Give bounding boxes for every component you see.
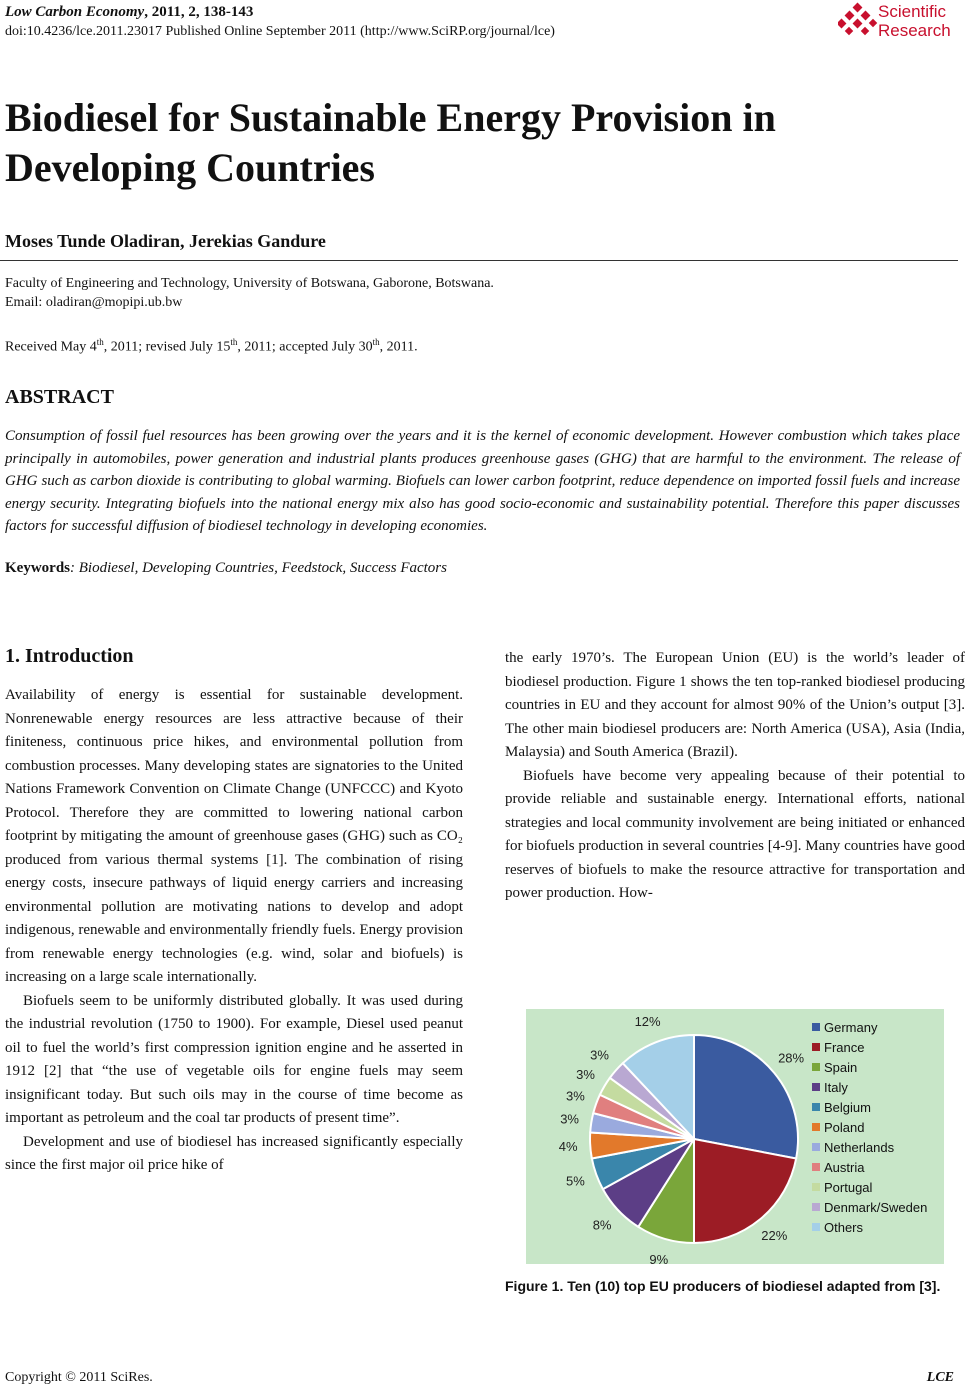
abstract-heading: ABSTRACT — [5, 386, 114, 408]
authors: Moses Tunde Oladiran, Jerekias Gandure — [5, 231, 326, 251]
copyright: Copyright © 2011 SciRes. — [5, 1370, 153, 1385]
journal-name: Low Carbon Economy — [5, 4, 145, 20]
accepted-text: , 2011; accepted July 30 — [237, 339, 373, 355]
pie-chart — [526, 1009, 944, 1264]
legend-swatch — [812, 1103, 820, 1111]
figure-caption: Figure 1. Ten (10) top EU producers of biodiesel adapted from [3]. — [505, 1278, 941, 1294]
legend-label: Spain — [824, 1060, 858, 1075]
logo-mark-icon — [838, 2, 878, 42]
pie-data-label: 28% — [778, 1050, 805, 1066]
journal-issue: , 2011, 2, 138-143 — [144, 4, 254, 20]
legend-swatch — [812, 1223, 820, 1231]
pie-data-label: 22% — [761, 1228, 788, 1244]
pie-data-label: 3% — [560, 1111, 579, 1127]
paragraph: Biofuels have become very appealing because of their potential to provide reliable and sustainable energy. International efforts, national strategies and local community involvement are being initiated or enhanced for biofuels production in several countries [4-9]. Many countries have good reserves of biofuels to make the resource attractive for transportation and power production. How- — [505, 767, 965, 901]
legend-label: Austria — [824, 1160, 865, 1175]
accepted-sup: th — [372, 337, 380, 347]
legend-label: Denmark/Sweden — [824, 1200, 928, 1215]
logo-text — [878, 2, 951, 40]
legend-swatch — [812, 1163, 820, 1171]
received-dates — [5, 337, 418, 356]
legend-label: Portugal — [824, 1180, 873, 1195]
legend-swatch — [812, 1203, 820, 1211]
paragraph: Development and use of biodiesel has increased significantly especially since the first major oil price hike of — [5, 1133, 463, 1173]
pie-data-label: 3% — [576, 1066, 595, 1082]
pie-data-label: 12% — [634, 1013, 661, 1029]
legend-label: Germany — [824, 1020, 878, 1035]
year-text: , 2011. — [379, 339, 418, 355]
email: Email: oladiran@mopipi.ub.bw — [5, 295, 183, 310]
paragraph: Biofuels seem to be uniformly distributed globally. It was used during the industrial revolution (1750 to 1900). For example, Diesel used peanut oil to fuel the world’s first compression ignition engine and he asserted in 1912 [2] that “the use of vegetable oils for engine fuels may seem insignificant today. But such oils may in the course of time become as important as petroleum and the coal tar products of present time”. — [5, 992, 463, 1126]
legend-swatch — [812, 1043, 820, 1051]
journal-abbrev: LCE — [926, 1370, 954, 1385]
paragraph: Availability of energy is essential for sustainable development. Nonrenewable energy resources are less attractive because of their finiteness, continuous price hikes, and environmental pollution from combustion processes. Many developing states are signatories to the United Nations Framework Convention on Climate Change (UNFCCC) and Kyoto Protocol. Therefore they are committed to lowering national carbon footprint by mitigating the amount of greenhouse gases (GHG) such as CO₂ produced from various thermal systems [1]. The combination of rising energy costs, insecure pathways of liquid energy carriers and increasing environmental pollution are motivating nations to develop and adopt indigenous, renewable and environmentally friendly fuels. Energy provision from renewable energy technologies (e.g. wind, solar and biofuels) is increasing on a large scale internationally. — [5, 687, 463, 985]
legend-label: Belgium — [824, 1100, 871, 1115]
header-divider — [0, 260, 958, 261]
paragraph: the early 1970’s. The European Union (EU) is the world’s leader of biodiesel production. Figure 1 shows the ten top-ranked biodiesel producing countries in EU and they account for almost 90% of the Union’s output [3]. The other main biodiesel producers are: North America (USA), Asia (India, Malaysia) and South America (Brazil). — [505, 650, 965, 760]
paper-title: Biodiesel for Sustainable Energy Provision in Developing Countries — [5, 95, 776, 190]
keywords-label: Keywords — [5, 560, 70, 576]
keywords-list: : Biodiesel, Developing Countries, Feedstock, Success Factors — [70, 560, 447, 576]
left-column — [5, 684, 463, 1178]
revised-text: , 2011; revised July 15 — [103, 339, 231, 355]
pie-data-label: 9% — [649, 1252, 669, 1264]
pie-data-label: 3% — [590, 1047, 609, 1063]
affiliation-block — [5, 274, 494, 312]
revised-sup: th — [230, 337, 238, 347]
affiliation: Faculty of Engineering and Technology, University of Botswana, Gaborone, Botswana. — [5, 276, 494, 291]
right-column — [505, 647, 965, 906]
legend-label: Italy — [824, 1080, 848, 1095]
legend-label: Others — [824, 1220, 864, 1235]
journal-citation — [5, 4, 253, 21]
pie-data-label: 4% — [558, 1138, 578, 1154]
pie-data-label: 3% — [566, 1088, 585, 1104]
legend-swatch — [812, 1143, 820, 1151]
pie-data-label: 5% — [566, 1173, 585, 1189]
legend-swatch — [812, 1083, 820, 1091]
legend-swatch — [812, 1183, 820, 1191]
doi-line: doi:10.4236/lce.2011.23017 Published Online September 2011 (http://www.SciRP.org/journal/lce) — [5, 24, 555, 39]
legend-label: Netherlands — [824, 1140, 895, 1155]
figure-1 — [526, 1009, 944, 1264]
legend-label: Poland — [824, 1120, 865, 1135]
logo-line-1: Scientific — [878, 2, 947, 21]
legend-swatch — [812, 1123, 820, 1131]
legend-label: France — [824, 1040, 865, 1055]
keywords — [5, 560, 447, 577]
pie-data-label: 8% — [592, 1217, 612, 1233]
received-text: Received May 4 — [5, 339, 97, 355]
abstract-text: Consumption of fossil fuel resources has been growing over the years and it is the kernel of economic development. However combustion which takes place principally in automobiles, power generation and industrial plants produces greenhouse gases (GHG) that are harmful to the environment. The release of GHG such as carbon dioxide is contributing to global warming. Biofuels can lower carbon footprint, reduce dependence on imported fossil fuels and increase energy security. Integrating biofuels into the national energy mix also has good socio-economic and sustainability potential. Therefore this paper discusses factors for successful diffusion of biodiesel technology in developing economies. — [5, 428, 960, 534]
legend-swatch — [812, 1023, 820, 1031]
logo-line-2: Research — [878, 21, 951, 40]
legend-swatch — [812, 1063, 820, 1071]
publisher-logo — [838, 2, 958, 46]
section-heading: 1. Introduction — [5, 645, 134, 667]
received-sup: th — [96, 337, 104, 347]
